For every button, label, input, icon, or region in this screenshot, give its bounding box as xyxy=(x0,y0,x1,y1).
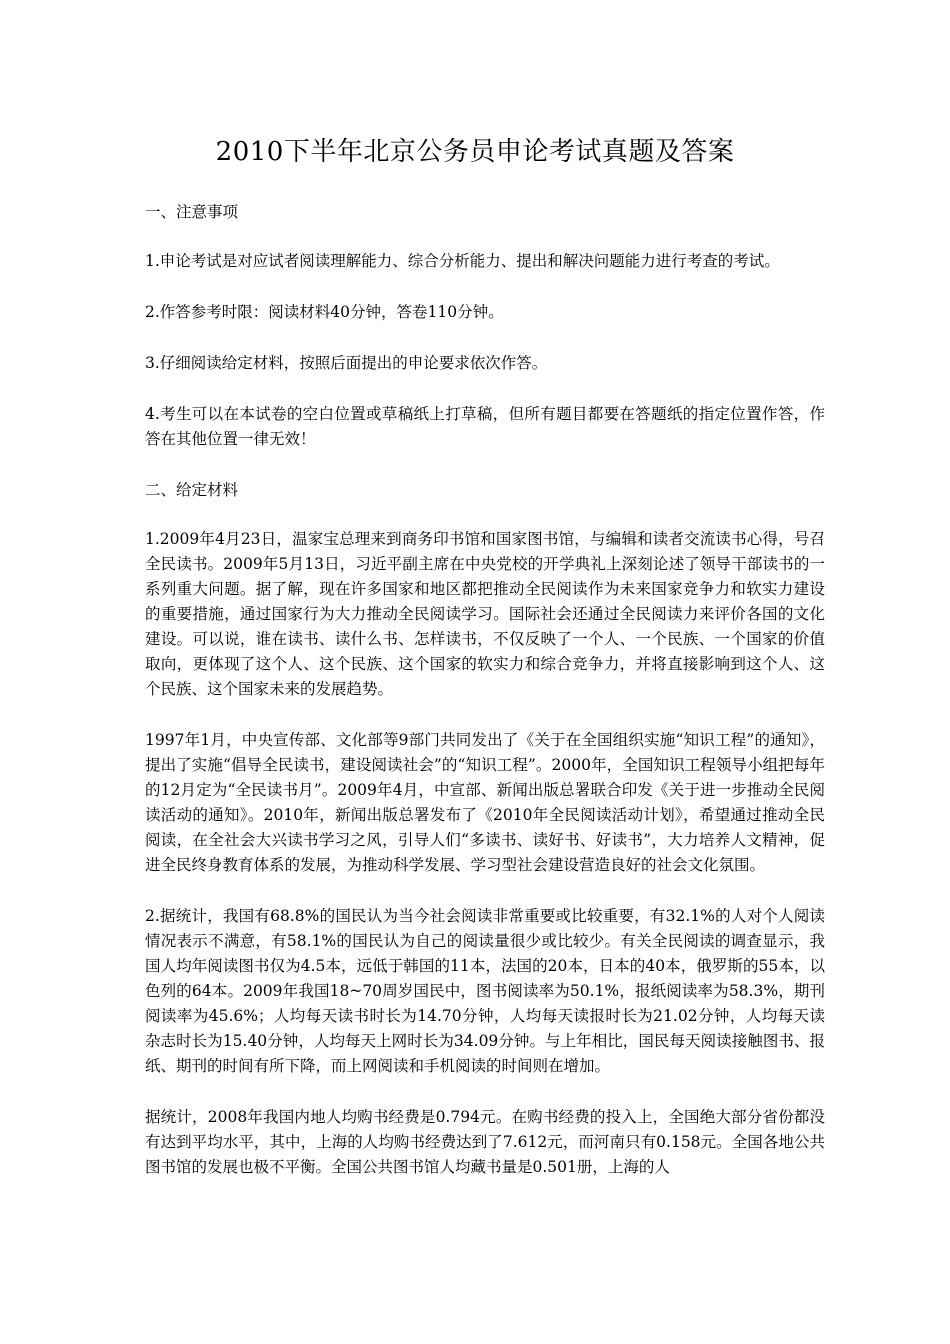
material-paragraph-3: 2.据统计，我国有68.8%的国民认为当今社会阅读非常重要或比较重要，有32.1%的人对个人阅读情况表示不满意，有58.1%的国民认为自己的阅读量很少或比较少。有关全民阅读的调查显示，我国人均年阅读图书仅为4.5本，远低于韩国的11本，法国的20本，日本的40本，俄罗斯的55本，以色列的64本。2009年我国18~70周岁国民中，图书阅读率为50.1%，报纸阅读率为58.3%，期刊阅读率为45.6%；人均每天读书时长为14.70分钟，人均每天读报时长为21.02分钟，人均每天读杂志时长为15.40分钟，人均每天上网时长为34.09分钟。与上年相比，国民每天阅读接触图书、报纸、期刊的时间有所下降，而上网阅读和手机阅读的时间则在增加。 xyxy=(145,907,825,1075)
notice-item-4: 4.考生可以在本试卷的空白位置或草稿纸上打草稿，但所有题目都要在答题纸的指定位置作答，作答在其他位置一律无效！ xyxy=(145,405,825,448)
notice-item-2: 2.作答参考时限：阅读材料40分钟，答卷110分钟。 xyxy=(145,303,504,321)
material-paragraph-2: 1997年1月，中央宣传部、文化部等9部门共同发出了《关于在全国组织实施“知识工程”的通知》，提出了实施“倡导全民读书，建设阅读社会”的“知识工程”。2000年，全国知识工程领导小组把每年的12月定为“全民读书月”。2009年4月，中宣部、新闻出版总署联合印发《关于进一步推动全民阅读活动的通知》。2010年，新闻出版总署发布了《2010年全民阅读活动计划》，希望通过推动全民阅读，在全社会大兴读书学习之风，引导人们“多读书、读好书、好读书”，大力培养人文精神，促进全民终身教育体系的发展，为推动科学发展、学习型社会建设营造良好的社会文化氛围。 xyxy=(145,731,825,874)
material-paragraph-4: 据统计，2008年我国内地人均购书经费是0.794元。在购书经费的投入上，全国绝大部分省份都没有达到平均水平，其中，上海的人均购书经费达到了7.612元，而河南只有0.158元。全国各地公共图书馆的发展也极不平衡。全国公共图书馆人均藏书量是0.501册，上海的人 xyxy=(145,1108,825,1176)
notice-item-1: 1.申论考试是对应试者阅读理解能力、综合分析能力、提出和解决问题能力进行考查的考试。 xyxy=(145,252,780,270)
document-title: 2010下半年北京公务员申论考试真题及答案 xyxy=(215,137,735,167)
notice-item-3: 3.仔细阅读给定材料，按照后面提出的申论要求依次作答。 xyxy=(145,354,548,372)
section-heading-material: 二、给定材料 xyxy=(145,481,239,499)
section-heading-notice: 一、注意事项 xyxy=(145,203,239,221)
material-paragraph-1: 1.2009年4月23日，温家宝总理来到商务印书馆和国家图书馆，与编辑和读者交流读书心得，号召全民读书。2009年5月13日，习近平副主席在中央党校的开学典礼上深刻论述了领导干部读书的一系列重大问题。据了解，现在许多国家和地区都把推动全民阅读作为未来国家竞争力和软实力建设的重要措施，通过国家行为大力推动全民阅读学习。国际社会还通过全民阅读力来评价各国的文化建设。可以说，谁在读书、读什么书、怎样读书，不仅反映了一个人、一个民族、一个国家的价值取向，更体现了这个人、这个民族、这个国家的软实力和综合竞争力，并将直接影响到这个人、这个民族、这个国家未来的发展趋势。 xyxy=(145,530,825,698)
document-body xyxy=(145,200,825,1206)
